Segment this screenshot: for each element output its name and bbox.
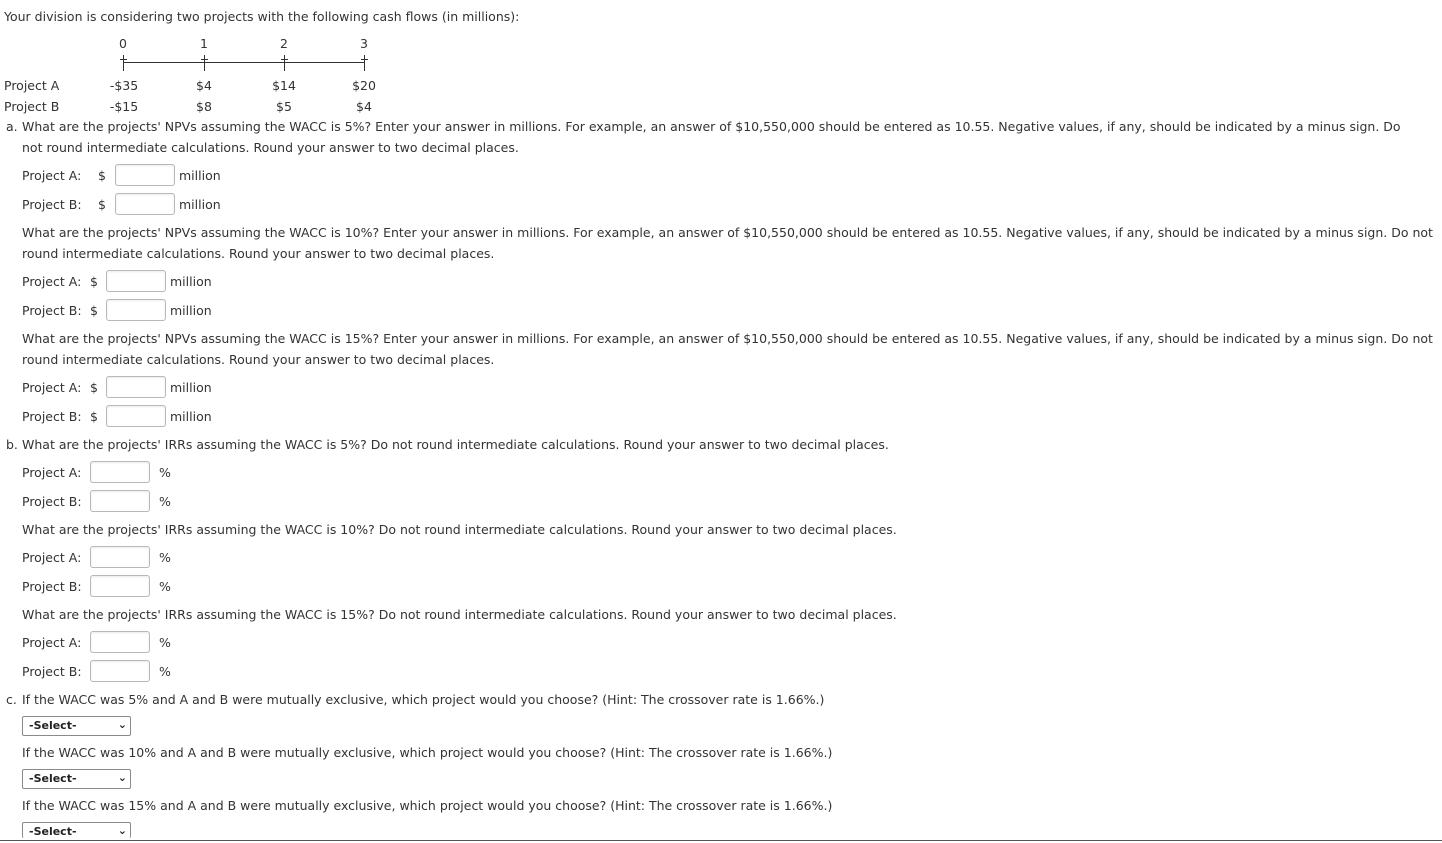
currency-symbol: $ bbox=[98, 168, 106, 183]
cash-flow-value: -$15 bbox=[109, 99, 139, 114]
question-c-choice-10 bbox=[22, 742, 1437, 763]
unit-label: million bbox=[179, 168, 221, 183]
question-marker-a: a. bbox=[6, 119, 18, 134]
cash-flow-value: $8 bbox=[196, 99, 212, 114]
project-a-label: Project A bbox=[4, 78, 60, 93]
question-text: What are the projects' IRRs assuming the WACC is 10%? Do not round intermediate calculations. Round your answer to two decimal places. bbox=[22, 522, 897, 537]
currency-symbol: $ bbox=[90, 303, 98, 318]
npv15-label-a: Project A: bbox=[22, 380, 82, 395]
question-b-irr-5 bbox=[6, 434, 1421, 455]
irr-10-project-a-input[interactable] bbox=[90, 546, 150, 568]
question-text: What are the projects' NPVs assuming the WACC is 15%? Enter your answer in millions. For example, an answer of $10,550,000 should be entered as 10.55. Negative values, if any, should be indicated by a minus sign. Do not round intermediate calculations. Round your answer to two decimal places. bbox=[22, 331, 1433, 367]
cash-flow-value: $5 bbox=[276, 99, 292, 114]
percent-label: % bbox=[159, 494, 171, 509]
timeline-tick-cross bbox=[281, 59, 288, 60]
percent-label: % bbox=[159, 550, 171, 565]
timeline-tick bbox=[123, 55, 124, 71]
irr-15-project-a-input[interactable] bbox=[90, 631, 150, 653]
irr-5-project-b-input[interactable] bbox=[90, 490, 150, 512]
choice-10-select[interactable] bbox=[22, 769, 131, 789]
chevron-down-icon: ⌄ bbox=[117, 718, 127, 731]
npv-10-project-b-input[interactable] bbox=[106, 299, 166, 321]
timeline-tick bbox=[204, 55, 205, 71]
npv-10-project-a-input[interactable] bbox=[106, 270, 166, 292]
chevron-down-icon: ⌄ bbox=[117, 771, 127, 784]
question-marker-b: b. bbox=[6, 437, 18, 452]
npv-15-project-a-input[interactable] bbox=[106, 376, 166, 398]
unit-label: million bbox=[170, 380, 212, 395]
npv5-label-b: Project B: bbox=[22, 197, 82, 212]
npv-5-project-b-input[interactable] bbox=[115, 193, 175, 215]
timeline-tick bbox=[284, 55, 285, 71]
question-text: If the WACC was 10% and A and B were mutually exclusive, which project would you choose? (Hint: The crossover rate is 1.66%.) bbox=[22, 745, 833, 760]
period-label-2: 2 bbox=[280, 36, 288, 51]
project-b-label: Project B bbox=[4, 99, 60, 114]
irr10-label-b: Project B: bbox=[22, 579, 82, 594]
currency-symbol: $ bbox=[90, 274, 98, 289]
npv15-label-b: Project B: bbox=[22, 409, 82, 424]
cash-flow-value: $4 bbox=[196, 78, 212, 93]
question-text: If the WACC was 15% and A and B were mutually exclusive, which project would you choose? (Hint: The crossover rate is 1.66%.) bbox=[22, 798, 833, 813]
irr15-label-b: Project B: bbox=[22, 664, 82, 679]
npv5-label-a: Project A: bbox=[22, 168, 82, 183]
period-label-3: 3 bbox=[360, 36, 368, 51]
unit-label: million bbox=[179, 197, 221, 212]
cash-flow-value: -$35 bbox=[109, 78, 139, 93]
question-b-irr-15 bbox=[22, 604, 1437, 625]
cash-flow-value: $4 bbox=[356, 99, 372, 114]
currency-symbol: $ bbox=[98, 197, 106, 212]
npv-15-project-b-input[interactable] bbox=[106, 405, 166, 427]
cash-flow-value: $20 bbox=[352, 78, 376, 93]
select-value: -Select- bbox=[29, 825, 77, 838]
timeline-tick bbox=[364, 55, 365, 71]
timeline-tick-cross bbox=[120, 59, 127, 60]
cash-flow-value: $14 bbox=[272, 78, 296, 93]
timeline-axis bbox=[123, 62, 364, 63]
percent-label: % bbox=[159, 579, 171, 594]
irr10-label-a: Project A: bbox=[22, 550, 82, 565]
npv10-label-b: Project B: bbox=[22, 303, 82, 318]
timeline-tick-cross bbox=[201, 59, 208, 60]
irr5-label-a: Project A: bbox=[22, 465, 82, 480]
question-text: What are the projects' NPVs assuming the WACC is 10%? Enter your answer in millions. For example, an answer of $10,550,000 should be entered as 10.55. Negative values, if any, should be indicated by a minus sign. Do not round intermediate calculations. Round your answer to two decimal places. bbox=[22, 225, 1433, 261]
percent-label: % bbox=[159, 465, 171, 480]
question-a-npv-10 bbox=[22, 222, 1437, 264]
period-label-1: 1 bbox=[200, 36, 208, 51]
irr-15-project-b-input[interactable] bbox=[90, 660, 150, 682]
timeline-tick-cross bbox=[361, 59, 368, 60]
unit-label: million bbox=[170, 274, 212, 289]
unit-label: million bbox=[170, 409, 212, 424]
question-text: What are the projects' NPVs assuming the WACC is 5%? Enter your answer in millions. For example, an answer of $10,550,000 should be entered as 10.55. Negative values, if any, should be indicated by a minus sign. Do not round intermediate calculations. Round your answer to two decimal places. bbox=[22, 119, 1401, 155]
choice-5-select[interactable] bbox=[22, 716, 131, 736]
irr15-label-a: Project A: bbox=[22, 635, 82, 650]
irr-10-project-b-input[interactable] bbox=[90, 575, 150, 597]
question-text: If the WACC was 5% and A and B were mutually exclusive, which project would you choose? (Hint: The crossover rate is 1.66%.) bbox=[22, 692, 825, 707]
question-marker-c: c. bbox=[6, 692, 17, 707]
percent-label: % bbox=[159, 664, 171, 679]
question-a-npv-5 bbox=[6, 116, 1421, 158]
period-label-0: 0 bbox=[119, 36, 127, 51]
currency-symbol: $ bbox=[90, 380, 98, 395]
currency-symbol: $ bbox=[90, 409, 98, 424]
question-text: What are the projects' IRRs assuming the WACC is 15%? Do not round intermediate calculations. Round your answer to two decimal places. bbox=[22, 607, 897, 622]
unit-label: million bbox=[170, 303, 212, 318]
percent-label: % bbox=[159, 635, 171, 650]
problem-intro: Your division is considering two projects with the following cash flows (in millions): bbox=[4, 9, 520, 24]
bottom-divider bbox=[0, 840, 1442, 841]
npv-5-project-a-input[interactable] bbox=[115, 164, 175, 186]
select-value: -Select- bbox=[29, 719, 77, 732]
irr-5-project-a-input[interactable] bbox=[90, 461, 150, 483]
select-value: -Select- bbox=[29, 772, 77, 785]
npv10-label-a: Project A: bbox=[22, 274, 82, 289]
question-c-choice-15 bbox=[22, 795, 1437, 816]
question-c-choice-5 bbox=[6, 689, 1421, 710]
irr5-label-b: Project B: bbox=[22, 494, 82, 509]
question-b-irr-10 bbox=[22, 519, 1437, 540]
chevron-down-icon: ⌄ bbox=[117, 824, 127, 837]
question-text: What are the projects' IRRs assuming the WACC is 5%? Do not round intermediate calculations. Round your answer to two decimal places. bbox=[22, 437, 889, 452]
question-a-npv-15 bbox=[22, 328, 1437, 370]
choice-15-select[interactable] bbox=[22, 822, 131, 838]
